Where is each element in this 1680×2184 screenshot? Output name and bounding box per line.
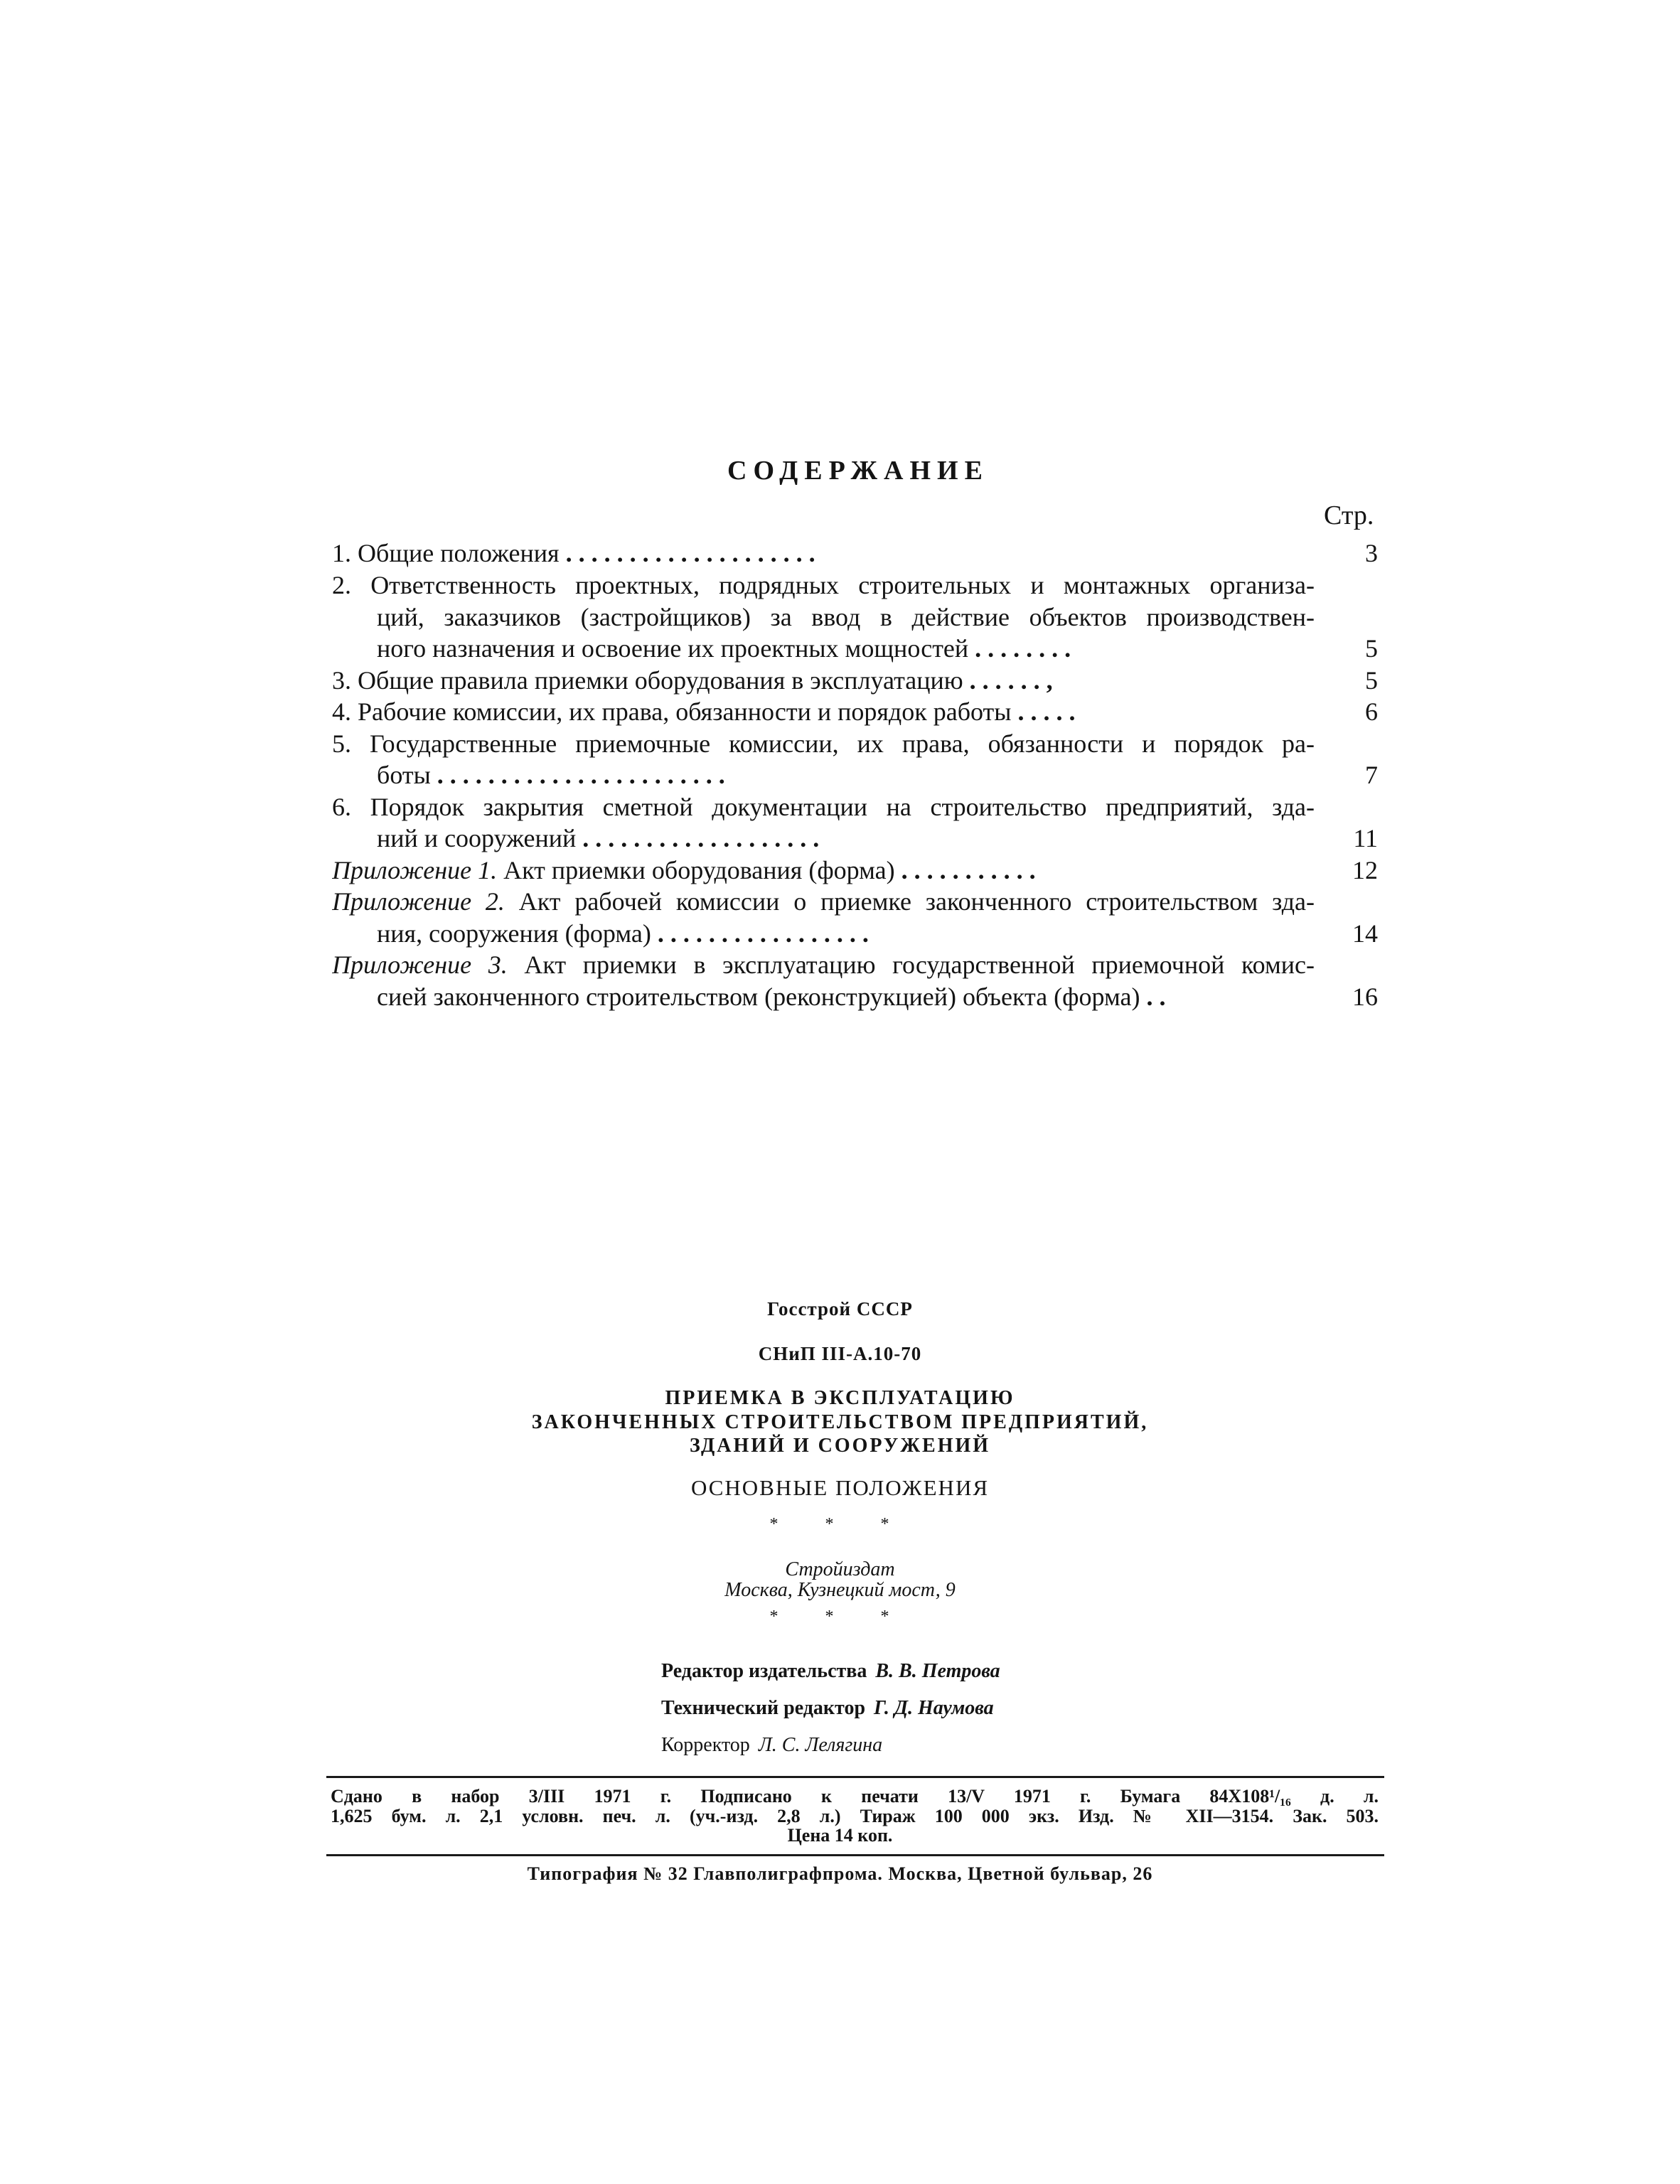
toc-appendix-1 xyxy=(332,855,1315,886)
price: Цена 14 коп. xyxy=(787,1825,893,1846)
document-title-line: ПРИЕМКА В ЭКСПЛУАТАЦИЮ xyxy=(665,1387,1015,1409)
credit-editor xyxy=(661,1660,1000,1683)
toc-entry-text: ций, заказчиков (застройщиков) за ввод в действие объектов производствен- xyxy=(377,603,1315,631)
imprint-paper: Бумага 84X108¹/₁₆ д. л. xyxy=(1120,1786,1379,1806)
divider-rule xyxy=(326,1776,1384,1778)
toc-leader: . . . . . . . . xyxy=(968,634,1071,663)
imprint-publisher-sheets: (уч.-изд. 2,8 л.) xyxy=(689,1806,841,1826)
document-title-line: ЗДАНИЙ И СООРУЖЕНИЙ xyxy=(689,1435,991,1457)
credit-name: В. В. Петрова xyxy=(875,1660,1000,1682)
credit-role: Корректор xyxy=(661,1734,750,1756)
toc-leader: . . . . . . . . . . . xyxy=(894,856,1036,884)
toc-page-number: 12 xyxy=(1352,856,1378,884)
publisher-address: Москва, Кузнецкий мост, 9 xyxy=(724,1579,956,1601)
toc-appendix-label: Приложение 3. xyxy=(332,951,508,979)
toc-entry-2-continued xyxy=(377,601,1315,633)
imprint-sheets: 1,625 бум. л. 2,1 условн. печ. л. xyxy=(331,1806,670,1826)
toc-appendix-3-end xyxy=(377,981,1315,1012)
toc-page-number: 7 xyxy=(1365,761,1378,789)
imprint-typeset-date: Сдано в набор 3/III 1971 г. xyxy=(331,1786,672,1806)
printing-house: Типография № 32 Главполиграфпрома. Москва, Цветной бульвар, 26 xyxy=(527,1863,1153,1884)
toc-leader: . . . . . xyxy=(1011,697,1076,726)
organization: Госстрой СССР xyxy=(767,1298,913,1320)
toc-entry-text: 4. Рабочие комиссии, их права, обязанности и порядок работы xyxy=(332,697,1012,726)
toc-appendix-2 xyxy=(332,886,1315,917)
toc-leader: . . . . . . . . . . . . . . . . . xyxy=(651,919,869,948)
toc-page-number: 16 xyxy=(1352,983,1378,1011)
imprint-edition-number: Изд. № XII—3154. xyxy=(1078,1806,1274,1826)
toc-entry-text: 2. Ответственность проектных, подрядных строительных и монтажных организа- xyxy=(332,571,1315,599)
document-title-line: ЗАКОНЧЕННЫХ СТРОИТЕЛЬСТВОМ ПРЕДПРИЯТИЙ, xyxy=(531,1411,1149,1433)
toc-leader: . . . . . . , xyxy=(963,666,1053,695)
divider-rule xyxy=(326,1854,1384,1856)
toc-entry-text: 3. Общие правила приемки оборудования в эксплуатацию xyxy=(332,666,963,695)
toc-entry-5 xyxy=(332,728,1315,759)
toc-entry-text: Акт рабочей комиссии о приемке законченного строительством зда- xyxy=(504,887,1315,916)
toc-page-number: 3 xyxy=(1365,539,1378,567)
toc-entry-text: ного назначения и освоение их проектных мощностей xyxy=(377,634,969,663)
toc-appendix-label: Приложение 2. xyxy=(332,887,505,916)
imprint-line xyxy=(331,1786,1379,1807)
toc-entry-text: боты xyxy=(377,761,431,789)
toc-title: СОДЕРЖАНИЕ xyxy=(727,456,989,486)
toc-entry-6 xyxy=(332,791,1315,823)
toc-entry-text: сией законченного строительством (реконструкцией) объекта (форма) xyxy=(377,983,1140,1011)
imprint-order-number: Зак. 503. xyxy=(1293,1806,1379,1826)
toc-entry-text: Акт приемки оборудования (форма) xyxy=(497,856,895,884)
toc-leader: . . xyxy=(1140,983,1166,1011)
toc-appendix-2-end xyxy=(377,918,1315,949)
imprint-line xyxy=(331,1806,1379,1827)
toc-entry-2 xyxy=(332,569,1315,601)
toc-leader: . . . . . . . . . . . . . . . . . . . . . . . xyxy=(430,761,725,789)
document-subtitle: ОСНОВНЫЕ ПОЛОЖЕНИЯ xyxy=(690,1475,990,1500)
toc-page-number: 5 xyxy=(1365,666,1378,695)
toc-entry-text: 1. Общие положения xyxy=(332,539,560,567)
credit-role: Редактор издательства xyxy=(661,1660,867,1682)
toc-leader: . . . . . . . . . . . . . . . . . . . xyxy=(576,824,820,852)
toc-entry-text: 5. Государственные приемочные комиссии, их права, обязанности и порядок ра- xyxy=(332,729,1315,758)
asterism-separator: * * * xyxy=(769,1515,911,1533)
credit-proofreader xyxy=(661,1734,882,1757)
toc-page-number: 14 xyxy=(1352,919,1378,948)
toc-entry-4 xyxy=(332,696,1315,727)
document-code: СНиП III-А.10-70 xyxy=(758,1343,922,1364)
publisher: Стройиздат xyxy=(785,1558,895,1580)
toc-entry-5-end xyxy=(377,759,1315,791)
credit-role: Технический редактор xyxy=(661,1697,866,1719)
toc-page-number: 6 xyxy=(1365,697,1378,726)
toc-entry-text: Акт приемки в эксплуатацию государственной приемочной комис- xyxy=(507,951,1315,979)
toc-leader: . . . . . . . . . . . . . . . . . . . . xyxy=(559,539,815,567)
toc-appendix-label: Приложение 1. xyxy=(332,856,498,884)
imprint-print-run: Тираж 100 000 экз. xyxy=(860,1806,1059,1826)
toc-pages-header: Стр. xyxy=(1324,500,1374,530)
toc-entry-1 xyxy=(332,537,1315,569)
asterism-separator: * * * xyxy=(769,1607,911,1626)
toc-entry-6-end xyxy=(377,823,1315,854)
toc-entry-2-end xyxy=(377,633,1315,664)
toc-entry-text: 6. Порядок закрытия сметной документации на строительство предприятий, зда- xyxy=(332,793,1315,821)
toc-entry-3 xyxy=(332,665,1315,696)
toc-page-number: 11 xyxy=(1353,824,1378,852)
credit-name: Г. Д. Наумова xyxy=(874,1697,994,1719)
toc-entry-text: ния, сооружения (форма) xyxy=(377,919,651,948)
credit-technical-editor xyxy=(661,1697,994,1720)
imprint-signed-date: Подписано к печати 13/V 1971 г. xyxy=(700,1786,1091,1806)
toc-appendix-3 xyxy=(332,949,1315,980)
toc-entry-text: ний и сооружений xyxy=(377,824,577,852)
toc-page-number: 5 xyxy=(1365,634,1378,663)
credit-name: Л. С. Лелягина xyxy=(758,1734,883,1756)
